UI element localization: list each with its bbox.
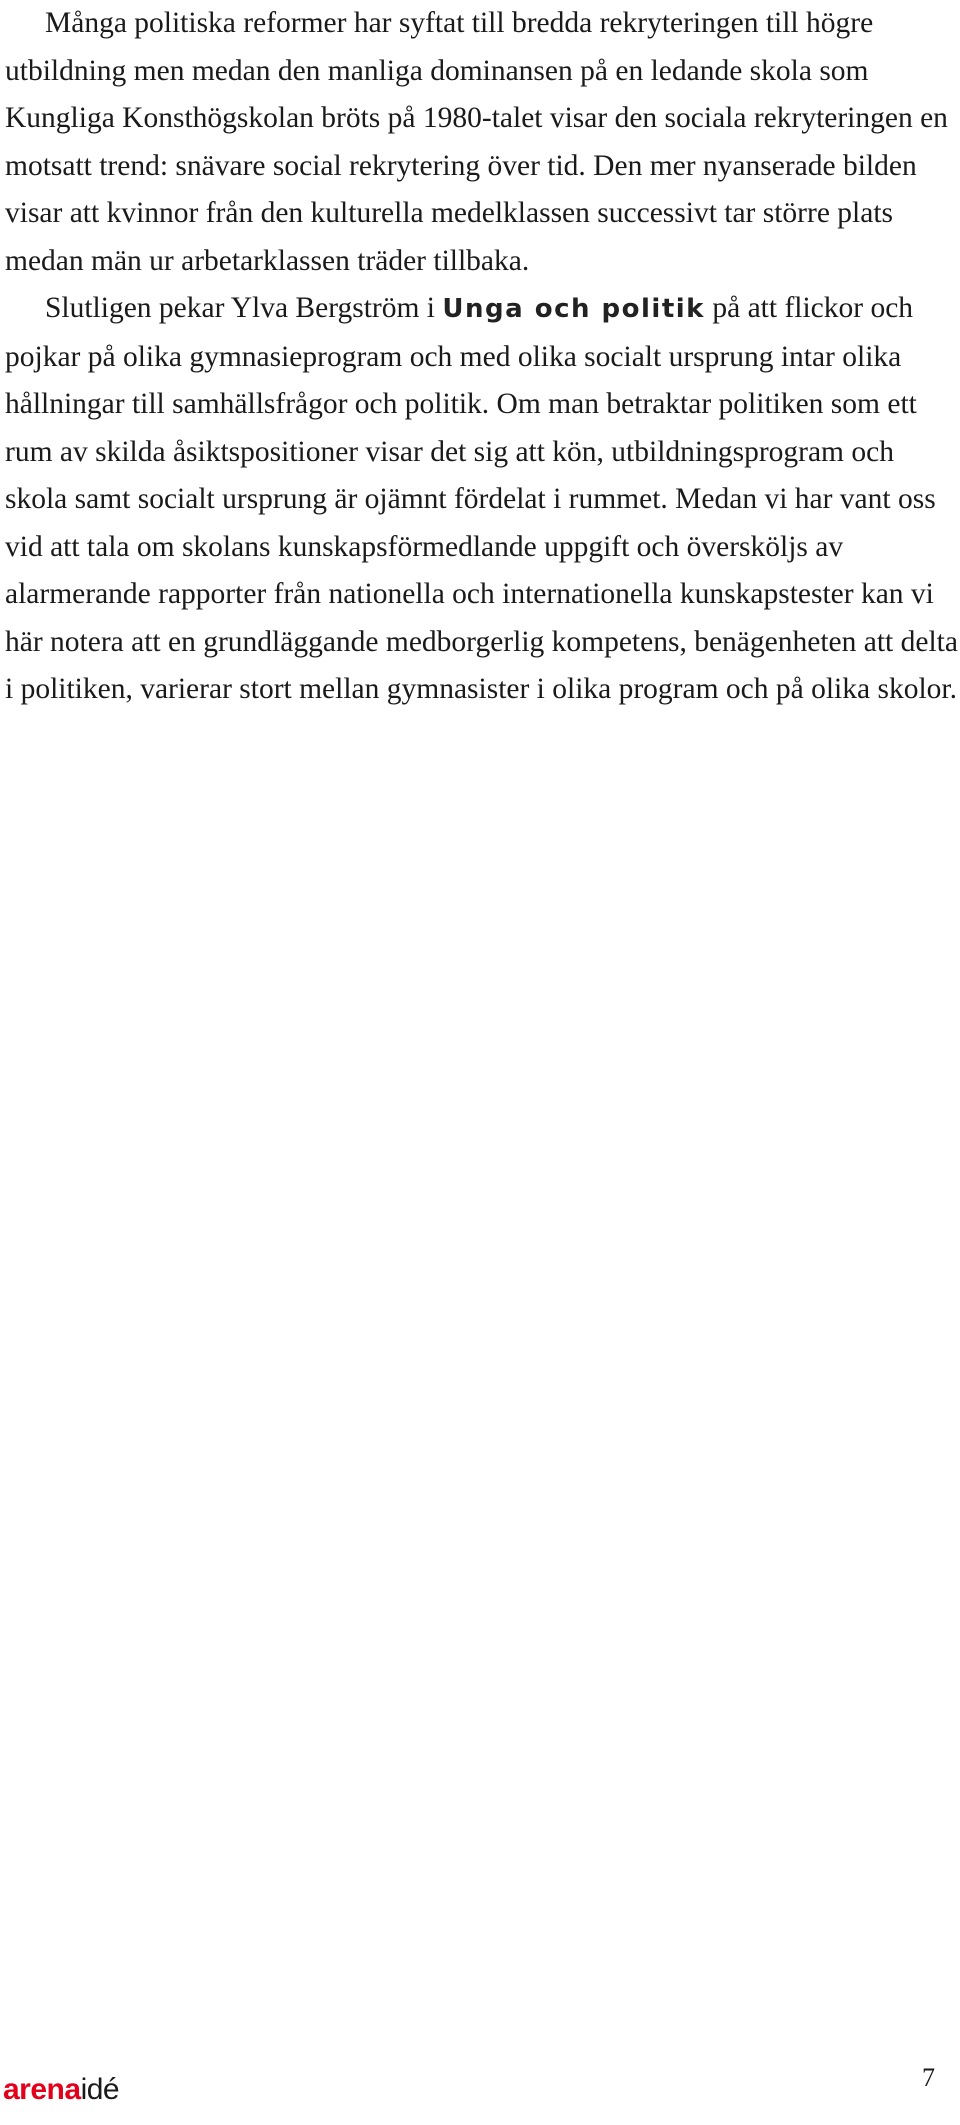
paragraph-1: [5, 0, 960, 285]
book-title-reference: Unga och politik: [442, 294, 705, 324]
document-page: [5, 0, 960, 714]
logo-arena: arena: [3, 2073, 81, 2106]
paragraph-2-text-start: Slutligen pekar Ylva Bergström i: [45, 292, 443, 324]
page-footer: [0, 2065, 960, 2125]
paragraph-2: [5, 285, 960, 714]
logo-ide: idé: [80, 2073, 120, 2106]
arenaide-logo: [3, 2075, 119, 2105]
page-number: 7: [922, 2063, 935, 2092]
paragraph-2-text-end: på att flickor och pojkar på olika gymnasieprogram och med olika socialt ursprung intar olika hållningar till samhällsfrågor och politik. Om man betraktar politiken som ett rum av skilda åsiktspositioner visar det sig att kön, utbildningsprogram och skola samt socialt ursprung är ojämnt fördelat i rummet. Medan vi har vant oss vid att tala om skolans kunskapsförmedlande uppgift och översköljs av alarmerande rapporter från nationella och internationella kunskapstester kan vi här notera att en grundläggande medborgerlig kompetens, benägenheten att delta i politiken, varierar stort mellan gymnasister i olika program och på olika skolor.: [5, 292, 958, 705]
paragraph-1-text: Många politiska reformer har syftat till bredda rekryteringen till högre utbildning men medan den manliga dominansen på en ledande skola som Kungliga Konsthögskolan bröts på 1980-talet visar den sociala rekryteringen en motsatt trend: snävare social rekrytering över tid. Den mer nyanserade bilden visar att kvinnor från den kulturella medelklassen successivt tar större plats medan män ur arbetarklassen träder tillbaka.: [5, 7, 948, 277]
